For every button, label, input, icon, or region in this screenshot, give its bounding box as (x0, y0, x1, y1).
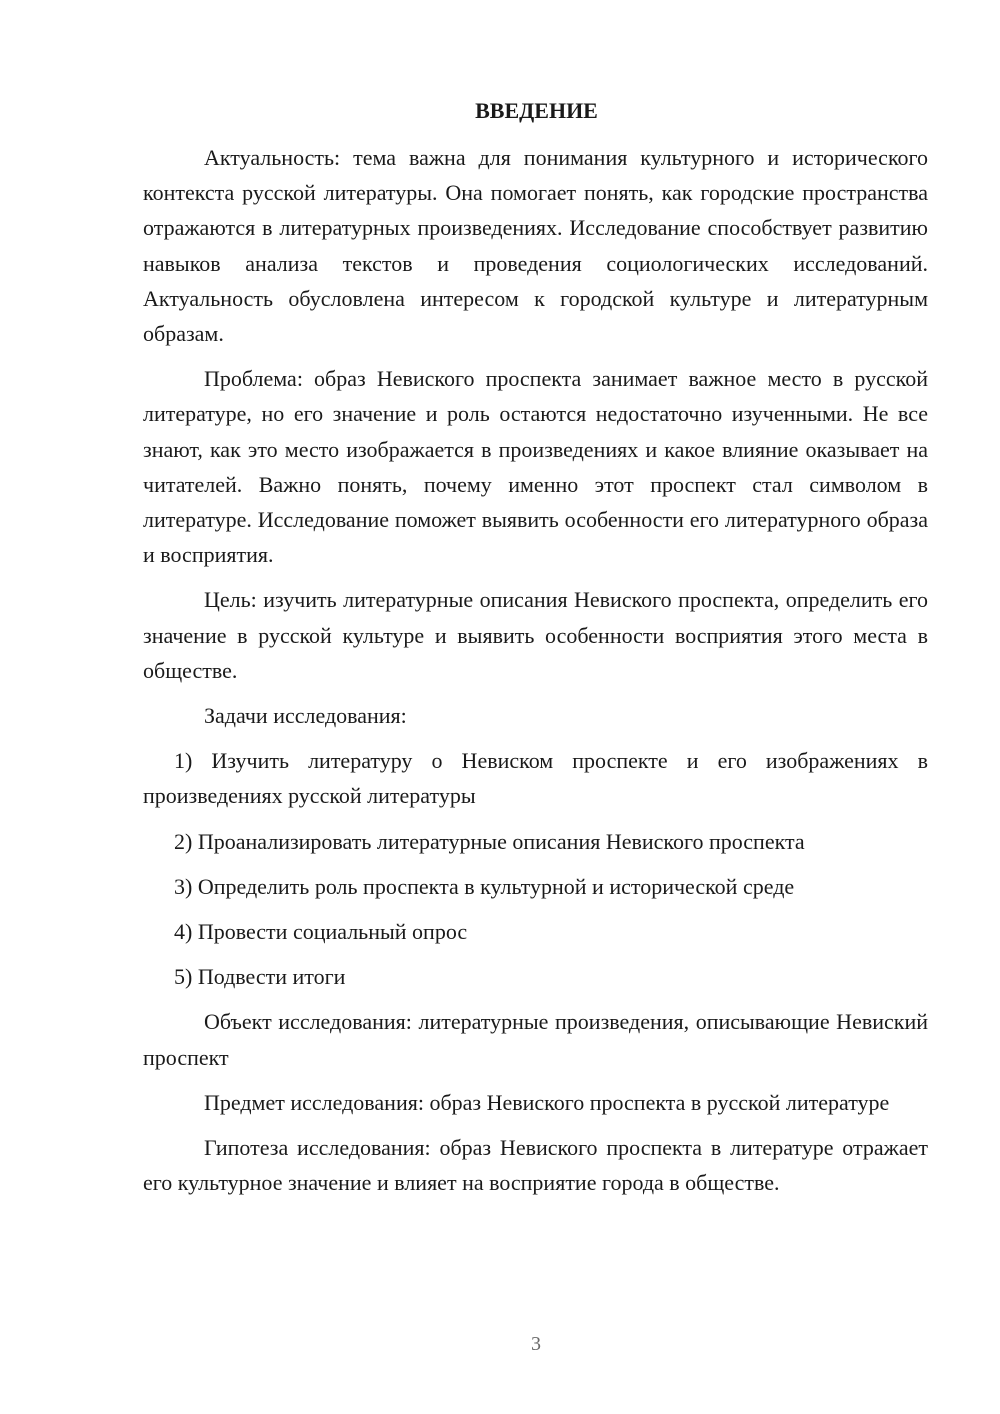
section-title: ВВЕДЕНИЕ (475, 98, 598, 123)
task-item-2: 2) Проанализировать литературные описания Невиского проспекта (174, 828, 805, 854)
paragraph-goal: Цель: изучить литературные описания Невиского проспекта, определить его значение в русской культуре и выявить особенности восприятия этого места в обществе. (143, 587, 928, 683)
task-item-1: 1) Изучить литературу о Невиском проспекте и его изображениях в произведениях русской литературы (143, 748, 928, 809)
task-item-4: 4) Провести социальный опрос (174, 919, 468, 945)
paragraph-object: Объект исследования: литературные произведения, описывающие Невиский проспект (143, 1009, 928, 1070)
tasks-list (143, 743, 928, 994)
paragraph-hypothesis: Гипотеза исследования: образ Невиского проспекта в литературе отражает его культурное значение и влияет на восприятие города в обществе. (143, 1135, 928, 1196)
paragraph-problem: Проблема: образ Невиского проспекта занимает важное место в русской литературе, но его значение и роль остаются недостаточно изученными. Не все знают, как это место изображается в произведениях и какое влияние оказывает на читателей. Важно понять, почему именно этот проспект стал символом в литературе. Исследование поможет выявить особенности его литературного образа и восприятия. (143, 366, 928, 568)
task-item-5: 5) Подвести итоги (174, 964, 346, 990)
page-content (143, 96, 928, 1200)
task-item-3: 3) Определить роль проспекта в культурной и исторической среде (174, 873, 795, 899)
paragraph-subject: Предмет исследования: образ Невиского проспекта в русской литературе (204, 1089, 890, 1115)
page-number: 3 (531, 1333, 541, 1355)
paragraph-relevance: Актуальность: тема важна для понимания культурного и исторического контекста русской литературы. Она помогает понять, как городские пространства отражаются в литературных произведениях. Исследование способствует развитию навыков анализа текстов и проведения социологических исследований. Актуальность обусловлена интересом к городской культуре и литературным образам. (143, 145, 928, 347)
tasks-heading: Задачи исследования: (204, 703, 407, 729)
